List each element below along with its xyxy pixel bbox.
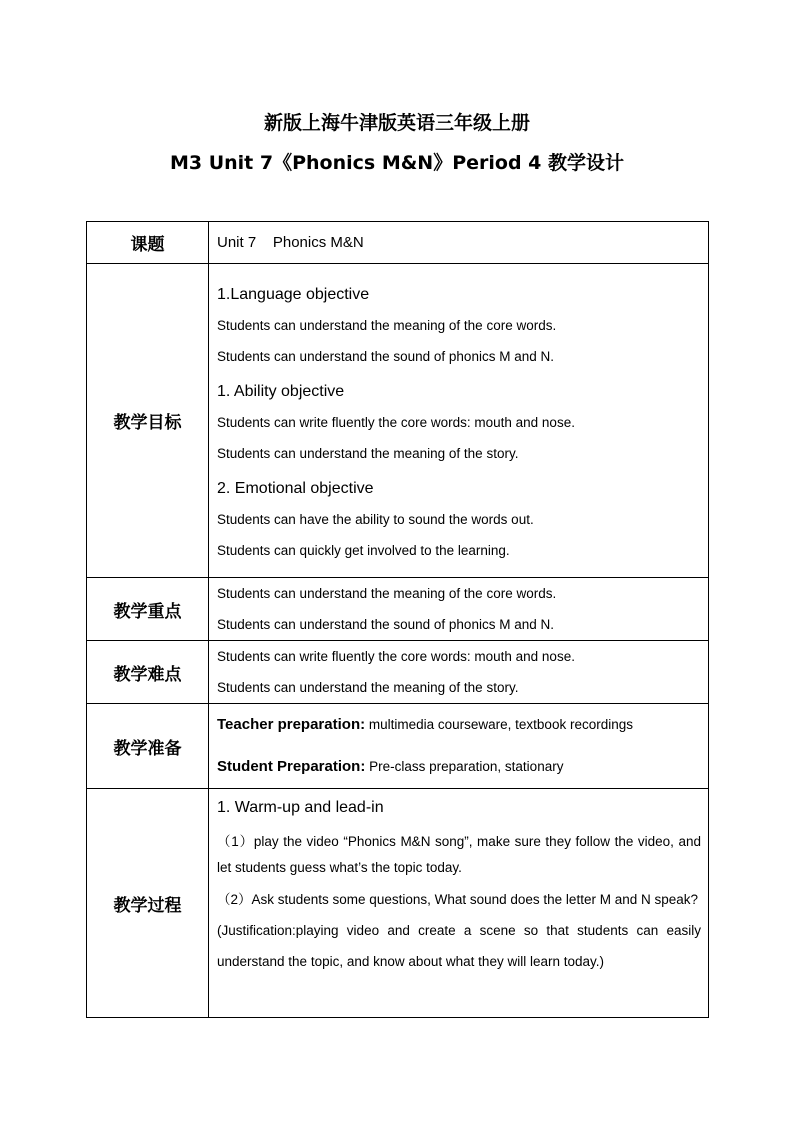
row-label-process: 教学过程 (87, 789, 209, 1018)
process-content (209, 789, 709, 1018)
teacher-preparation (217, 704, 701, 746)
document-subtitle: M3 Unit 7《Phonics M&N》Period 4 教学设计 (169, 152, 625, 174)
language-objective-line-2: Students can understand the sound of phonics M and N. (217, 348, 554, 364)
difficulty-line-1: Students can write fluently the core words: mouth and nose. (217, 649, 575, 664)
row-label-objectives: 教学目标 (87, 264, 209, 578)
document-title: 新版上海牛津版英语三年级上册 (263, 112, 530, 134)
key-point-line-1: Students can understand the meaning of the core words. (217, 586, 557, 601)
process-step-heading: 1. Warm-up and lead-in (217, 799, 384, 816)
emotional-objective-line-1: Students can have the ability to sound the words out. (217, 511, 534, 527)
key-points-content (209, 578, 709, 641)
language-objective-heading: 1.Language objective (217, 285, 370, 303)
table-row-preparation (87, 704, 709, 789)
language-objective-line-1: Students can understand the meaning of the core words. (217, 317, 557, 333)
topic-value (209, 222, 709, 264)
preparation-content (209, 704, 709, 789)
row-label-difficulties: 教学难点 (87, 641, 209, 704)
ability-objective-line-1: Students can write fluently the core words: mouth and nose. (217, 414, 575, 430)
process-paragraph-2: （2）Ask students some questions, What sound does the letter M and N speak? (217, 892, 699, 907)
teacher-preparation-value: multimedia courseware, textbook recordings (365, 717, 633, 732)
objectives-content (209, 264, 709, 578)
table-row-difficulties (87, 641, 709, 704)
teacher-preparation-label: Teacher preparation: (217, 716, 366, 733)
process-justification: (Justification:playing video and create a scene so that students can easily understand the topic, and know about what they will learn today.) (217, 923, 701, 969)
ability-objective-heading: 1. Ability objective (217, 382, 345, 400)
student-preparation-label: Student Preparation: (217, 758, 366, 775)
table-row-topic (87, 222, 709, 264)
key-point-line-2: Students can understand the sound of phonics M and N. (217, 617, 554, 632)
table-row-objectives (87, 264, 709, 578)
table-row-process (87, 789, 709, 1018)
row-label-key-points: 教学重点 (87, 578, 209, 641)
ability-objective-line-2: Students can understand the meaning of the story. (217, 445, 519, 461)
topic-text: Unit 7 Phonics M&N (217, 234, 364, 251)
student-preparation (217, 746, 701, 788)
difficulty-line-2: Students can understand the meaning of the story. (217, 680, 519, 695)
difficulties-content (209, 641, 709, 704)
lesson-plan-table (86, 221, 709, 1018)
table-row-key-points (87, 578, 709, 641)
emotional-objective-line-2: Students can quickly get involved to the learning. (217, 542, 510, 558)
row-label-preparation: 教学准备 (87, 704, 209, 789)
row-label-topic: 课题 (87, 222, 209, 264)
student-preparation-value: Pre-class preparation, stationary (365, 759, 564, 774)
process-paragraph-1: （1）play the video “Phonics M&N song”, make sure they follow the video, and let students guess what’s the topic today. (217, 834, 701, 875)
emotional-objective-heading: 2. Emotional objective (217, 479, 374, 497)
